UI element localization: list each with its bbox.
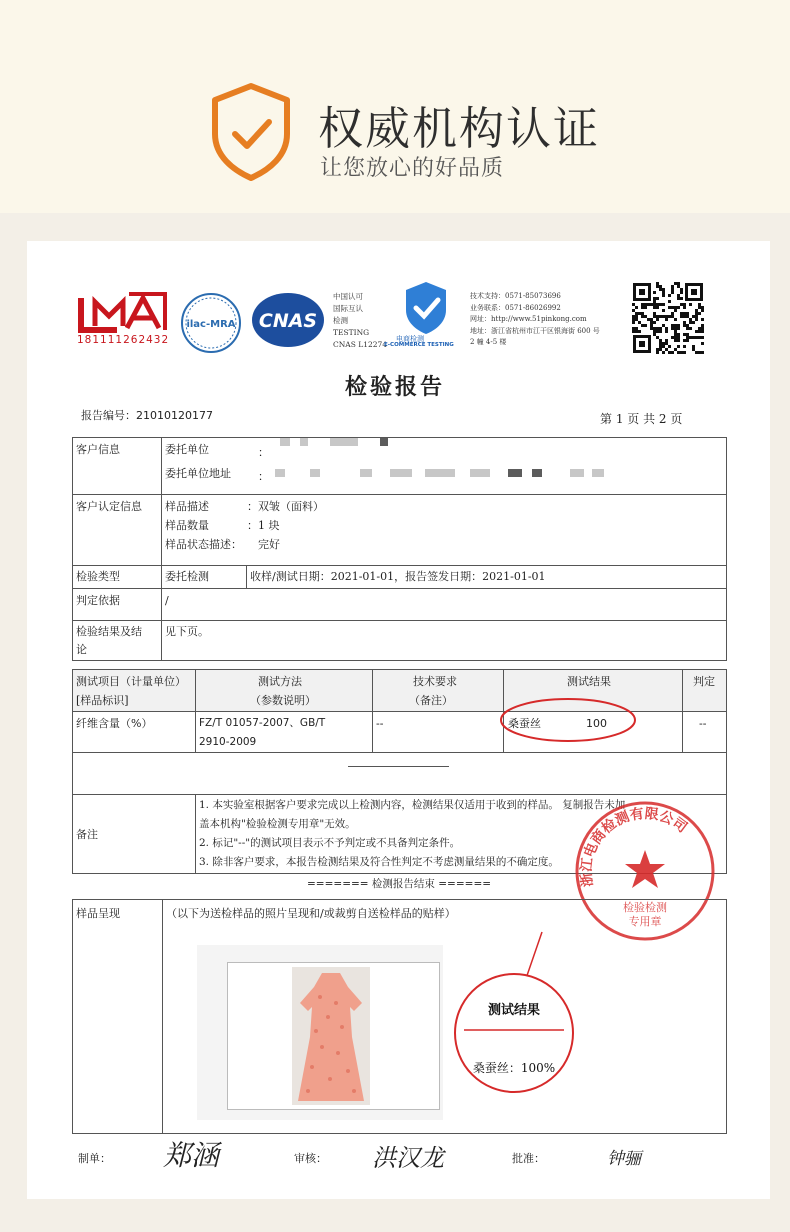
inspection-dates: 收样/测试日期：2021-01-01，报告签发日期：2021-01-01 bbox=[250, 570, 546, 583]
ilac-text: ilac-MRA bbox=[186, 319, 236, 330]
notes-label: 备注 bbox=[76, 828, 98, 841]
shield-check-icon bbox=[209, 82, 293, 182]
stamp-org-text: 浙江电商检测有限公司 bbox=[578, 805, 690, 888]
made-by-signature: 郑涵 bbox=[163, 1139, 220, 1172]
made-by-label: 制单： bbox=[78, 1152, 111, 1165]
result-label-line1: 检验结果及结 bbox=[76, 625, 142, 638]
contact-line: 业务联系：0571-86026992 bbox=[470, 303, 561, 312]
row-judgement: -- bbox=[699, 717, 707, 730]
report-end-marker: ======= 检测报告结束 ====== bbox=[307, 878, 492, 890]
hero-subtitle: 让您放心的好品质 bbox=[320, 156, 505, 181]
col-header-judgement: 判定 bbox=[693, 675, 715, 688]
result-callout-title: 测试结果 bbox=[487, 1003, 541, 1018]
basis-value: / bbox=[165, 594, 169, 607]
approve-signature: 钟骊 bbox=[607, 1149, 641, 1169]
contact-line: 地址：浙江省杭州市江干区银海街 600 号 bbox=[470, 326, 600, 335]
sample-qty-label: 样品数量 bbox=[165, 519, 209, 532]
result-callout-text: 桑蚕丝：100% bbox=[472, 1061, 556, 1075]
client-section-label: 客户信息 bbox=[76, 443, 120, 456]
presentation-caption: （以下为送检样品的照片呈现和/或裁剪自送检样品的贴样） bbox=[166, 907, 456, 920]
sample-section-label: 客户认定信息 bbox=[76, 500, 142, 513]
note-line-3: 2. 标记"--"的测试项目表示不予判定或不具备判定条件。 bbox=[199, 837, 461, 849]
result-callout bbox=[450, 930, 578, 1095]
client-unit-label: 委托单位 bbox=[165, 443, 209, 456]
result-label-line2: 论 bbox=[76, 643, 87, 656]
report-number: 报告编号：21010120177 bbox=[81, 409, 213, 422]
note-line-2: 盖本机构"检验检测专用章"无效。 bbox=[199, 818, 356, 830]
row-requirement: -- bbox=[376, 717, 384, 730]
sample-dress-photo[interactable] bbox=[292, 967, 370, 1105]
cma-number: 181111262432 bbox=[77, 334, 170, 346]
stamp-use-text: 检验检测 bbox=[623, 901, 667, 914]
ecommerce-testing-cn: 电商检测 bbox=[396, 335, 424, 343]
col-header-req-1: 技术要求 bbox=[413, 675, 457, 688]
sample-state-label: 样品状态描述： bbox=[165, 538, 242, 551]
ecommerce-testing-en: E-COMMERCE TESTING bbox=[384, 342, 454, 348]
row-value: 100 bbox=[586, 717, 607, 730]
cnas-description: 中国认可 国际互认 检测 TESTING CNAS L12274 bbox=[333, 292, 388, 349]
basis-label: 判定依据 bbox=[76, 594, 120, 607]
stamp-use2-text: 专用章 bbox=[628, 915, 662, 928]
official-seal-stamp bbox=[572, 798, 718, 944]
ecommerce-testing-shield-icon bbox=[394, 280, 458, 336]
col-header-req-2: （备注） bbox=[409, 694, 453, 707]
report-title: 检验报告 bbox=[344, 374, 445, 400]
hero-title: 权威机构认证 bbox=[318, 102, 601, 155]
note-line-1: 1. 本实验室根据客户要求完成以上检测内容，检测结果仅适用于收到的样品。 复制报告未加 bbox=[199, 799, 626, 811]
audit-signature: 洪汉龙 bbox=[372, 1144, 444, 1172]
col-header-item-2: [样品标识] bbox=[76, 694, 129, 707]
presentation-label: 样品呈现 bbox=[76, 907, 120, 920]
inspection-type-label: 检验类型 bbox=[76, 570, 120, 583]
note-line-4: 3. 除非客户要求，本报告检测结果及符合性判定不考虑测量结果的不确定度。 bbox=[199, 856, 559, 868]
client-address-label: 委托单位地址 bbox=[165, 467, 231, 480]
result-value: 见下页。 bbox=[165, 625, 209, 638]
sample-qty-value: ：1 块 bbox=[247, 519, 280, 532]
row-item: 纤维含量（%） bbox=[76, 717, 153, 730]
cnas-text: CNAS bbox=[258, 310, 318, 332]
contact-info bbox=[470, 291, 600, 349]
row-fiber: 桑蚕丝 bbox=[508, 717, 541, 730]
cnas-logo bbox=[250, 291, 326, 349]
row-method-2: 2910-2009 bbox=[199, 736, 257, 748]
client-unit-colon: ： bbox=[258, 446, 269, 459]
col-header-method-1: 测试方法 bbox=[258, 675, 302, 688]
contact-line: 技术支持：0571-85073696 bbox=[470, 292, 561, 300]
col-header-item-1: 测试项目（计量单位） bbox=[76, 675, 186, 688]
col-header-method-2: （参数说明） bbox=[250, 694, 316, 707]
contact-line: 网址：http://www.51pinkong.com bbox=[470, 315, 587, 323]
qr-code[interactable] bbox=[632, 282, 704, 354]
sample-state-value: 完好 bbox=[258, 538, 280, 551]
audit-label: 审核： bbox=[294, 1152, 327, 1165]
svg-text:浙江电商检测有限公司 bbox=[578, 805, 691, 888]
contact-line: 2 幢 4-5 楼 bbox=[470, 338, 507, 346]
page-indicator: 第 1 页 共 2 页 bbox=[600, 412, 683, 426]
approve-label: 批准： bbox=[512, 1152, 545, 1165]
client-address-colon: ： bbox=[258, 470, 269, 483]
sample-desc-label: 样品描述 bbox=[165, 500, 209, 513]
ilac-mra-logo bbox=[180, 292, 242, 354]
inspection-type-value: 委托检测 bbox=[165, 570, 209, 583]
sample-desc-value: ：双皱（面料） bbox=[247, 500, 324, 513]
col-header-result: 测试结果 bbox=[567, 675, 611, 688]
result-highlight-oval bbox=[498, 696, 638, 744]
row-method-1: FZ/T 01057-2007、GB/T bbox=[199, 717, 326, 729]
